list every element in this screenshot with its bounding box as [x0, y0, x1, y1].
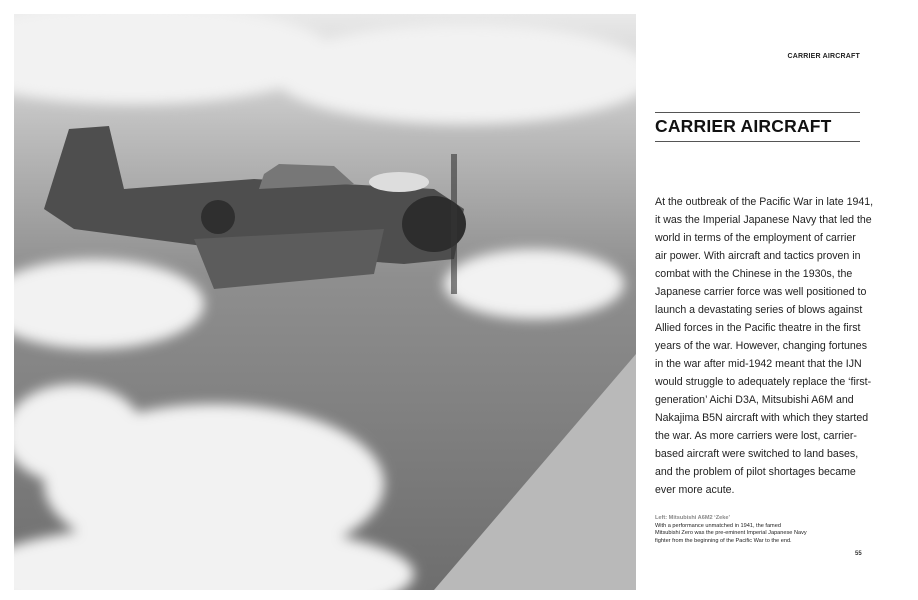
body-line: would struggle to adequately replace the ‘first-	[655, 376, 872, 388]
body-line: ever more acute.	[655, 484, 735, 496]
caption-line: With a performance unmatched in 1941, the famed	[655, 522, 781, 529]
body-line: the war. As more carriers were lost, carrier-	[655, 430, 857, 442]
body-line: years of the war. However, changing fortunes	[655, 340, 867, 352]
body-line: air power. With aircraft and tactics proven in	[655, 250, 861, 262]
body-line: At the outbreak of the Pacific War in late 1941,	[655, 196, 874, 208]
body-line: launch a devastating series of blows against	[655, 304, 863, 316]
body-line: and the problem of pilot shortages became	[655, 466, 856, 478]
page-title: CARRIER AIRCRAFT	[655, 116, 832, 136]
body-text	[655, 193, 874, 499]
caption-line: Mitsubishi Zero was the pre-eminent Imperial Japanese Navy	[655, 530, 807, 537]
photo-caption	[655, 515, 807, 545]
body-line: it was the Imperial Japanese Navy that led the	[655, 214, 872, 226]
body-line: in the war after mid-1942 meant that the IJN	[655, 358, 862, 370]
title-rule-top	[655, 112, 860, 113]
title-rule-bottom	[655, 141, 860, 142]
running-head: CARRIER AIRCRAFT	[787, 53, 860, 60]
body-line: Allied forces in the Pacific theatre in the first	[655, 322, 861, 334]
aircraft-photo	[14, 14, 636, 590]
body-line: generation’ Aichi D3A, Mitsubishi A6M and	[655, 394, 854, 406]
body-line: combat with the Chinese in the 1930s, the	[655, 268, 853, 280]
caption-heading: Left: Mitsubishi A6M2 ‘Zeke’	[655, 515, 731, 521]
body-line: based aircraft were switched to land bases,	[655, 448, 859, 460]
body-line: world in terms of the employment of carrier	[655, 232, 856, 244]
caption-line: fighter from the beginning of the Pacific War to the end.	[655, 537, 792, 544]
body-line: Nakajima B5N aircraft with which they started	[655, 412, 869, 424]
page-number: 55	[855, 551, 862, 557]
body-line: Japanese carrier force was well positioned to	[655, 286, 867, 298]
